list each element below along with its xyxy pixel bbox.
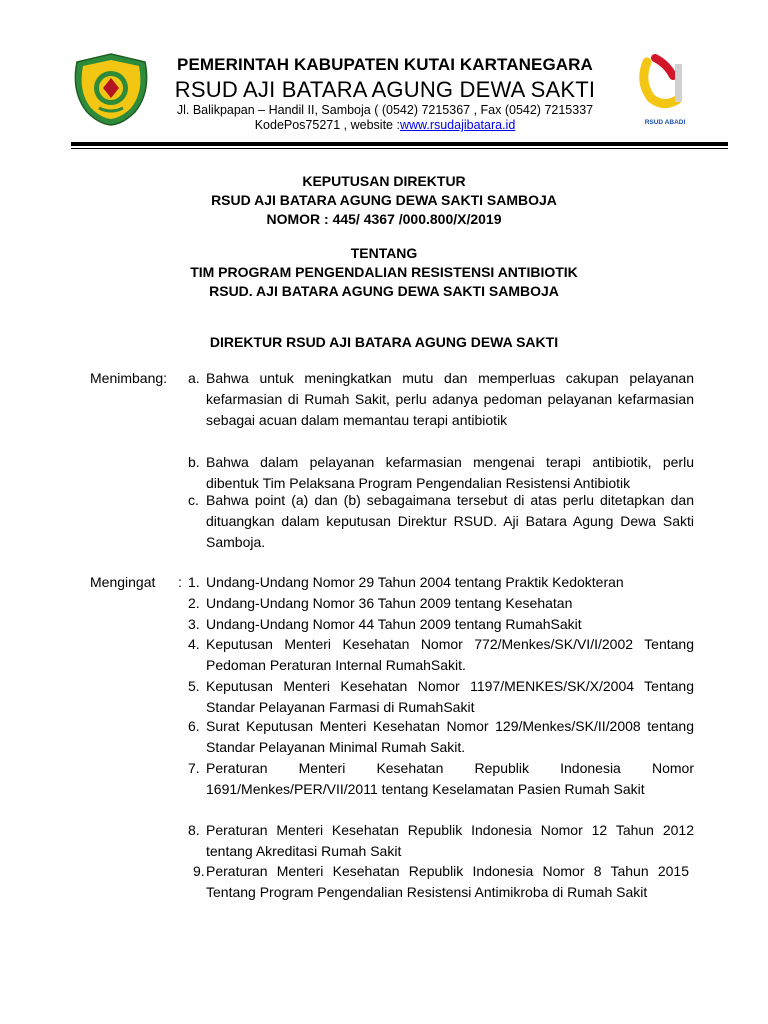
item-marker: 6. <box>188 718 200 734</box>
menimbang-item-a <box>188 368 694 431</box>
director-heading: DIREKTUR RSUD AJI BATARA AGUNG DEWA SAKTI <box>209 334 559 350</box>
government-name: PEMERINTAH KABUPATEN KUTAI KARTANEGARA <box>177 55 593 74</box>
item-text: Bahwa untuk meningkatkan mutu dan memperluas cakupan pelayanan kefarmasian di Rumah Sakit, perlu adanya pedoman pelayanan kefarmasian sebagai acuan dalam memantau terapi antibiotik <box>206 370 694 428</box>
menimbang-label: Menimbang: <box>90 370 168 386</box>
hospital-address: Jl. Balikpapan – Handil II, Samboja ( (0542) 7215367 , Fax (0542) 7215337 <box>176 103 594 117</box>
postcode-label: KodePos75271 , website : <box>254 118 400 132</box>
mengingat-item-8 <box>188 820 694 862</box>
rsud-logo-mark-icon <box>637 54 693 112</box>
letterhead-rule-thin <box>71 148 728 149</box>
kutai-kartanegara-emblem <box>69 52 153 126</box>
item-marker: 4. <box>188 636 200 652</box>
item-text: Keputusan Menteri Kesehatan Nomor 1197/MENKES/SK/X/2004 Tentang Standar Pelayanan Farmasi di RumahSakit <box>206 678 694 715</box>
mengingat-item-1 <box>188 572 694 593</box>
item-text: Undang-Undang Nomor 44 Tahun 2009 tentang RumahSakit <box>206 616 582 632</box>
mengingat-item-4 <box>188 634 694 676</box>
subject-label: TENTANG <box>350 245 418 261</box>
item-marker: b. <box>188 454 200 470</box>
item-text: Peraturan Menteri Kesehatan Republik Indonesia Nomor 1691/Menkes/PER/VII/2011 tentang Keselamatan Pasien Rumah Sakit <box>206 760 694 797</box>
subject-line-1: TIM PROGRAM PENGENDALIAN RESISTENSI ANTIBIOTIK <box>190 264 578 280</box>
item-text: Bahwa point (a) dan (b) sebagaimana tersebut di atas perlu ditetapkan dan dituangkan dalam keputusan Direktur RSUD. Aji Batara Agung Dewa Sakti Samboja. <box>206 492 694 550</box>
item-marker: 9. <box>193 863 205 879</box>
item-text: Undang-Undang Nomor 29 Tahun 2004 tentang Praktik Kedokteran <box>206 574 624 590</box>
item-marker: c. <box>188 492 199 508</box>
rsud-logo <box>637 54 693 126</box>
item-marker: 5. <box>188 678 200 694</box>
mengingat-item-3 <box>188 614 694 635</box>
decree-title: KEPUTUSAN DIREKTUR <box>302 173 466 189</box>
decree-number: NOMOR : 445/ 4367 /000.800/X/2019 <box>266 211 502 227</box>
item-text: Peraturan Menteri Kesehatan Republik Indonesia Nomor 12 Tahun 2012 tentang Akreditasi Rumah Sakit <box>206 822 694 859</box>
item-text: Peraturan Menteri Kesehatan Republik Indonesia Nomor 8 Tahun 2015 Tentang Program Pengendalian Resistensi Antimikroba di Rumah Sakit <box>206 863 689 900</box>
item-marker: a. <box>188 370 200 386</box>
mengingat-item-6 <box>188 716 694 758</box>
subject-line-2: RSUD. AJI BATARA AGUNG DEWA SAKTI SAMBOJA <box>209 283 559 299</box>
mengingat-label: Mengingat <box>90 574 156 590</box>
website-link[interactable]: www.rsudajibatara.id <box>399 118 516 132</box>
mengingat-item-7 <box>188 758 694 800</box>
item-text: Surat Keputusan Menteri Kesehatan Nomor 129/Menkes/SK/II/2008 tentang Standar Pelayanan Minimal Rumah Sakit. <box>206 718 694 755</box>
mengingat-item-9 <box>193 861 689 903</box>
hospital-name: RSUD AJI BATARA AGUNG DEWA SAKTI <box>174 77 596 102</box>
mengingat-item-5 <box>188 676 694 718</box>
decree-issuer: RSUD AJI BATARA AGUNG DEWA SAKTI SAMBOJA <box>211 192 557 208</box>
item-marker: 3. <box>188 616 200 632</box>
item-text: Undang-Undang Nomor 36 Tahun 2009 tentang Kesehatan <box>206 595 573 611</box>
mengingat-colon: : <box>178 574 182 590</box>
menimbang-item-c <box>188 490 694 553</box>
item-text: Bahwa dalam pelayanan kefarmasian mengenai terapi antibiotik, perlu dibentuk Tim Pelaksana Program Pengendalian Resistensi Antibiotik <box>206 454 694 491</box>
item-text: Keputusan Menteri Kesehatan Nomor 772/Menkes/SK/VI/I/2002 Tentang Pedoman Peraturan Internal RumahSakit. <box>206 636 694 673</box>
mengingat-item-2 <box>188 593 694 614</box>
item-marker: 2. <box>188 595 200 611</box>
rsud-logo-text: RSUD ABADI <box>644 119 686 126</box>
item-marker: 7. <box>188 760 200 776</box>
letterhead-rule <box>71 142 728 146</box>
item-marker: 8. <box>188 822 200 838</box>
menimbang-item-b <box>188 452 694 494</box>
item-marker: 1. <box>188 574 200 590</box>
postcode-website-line <box>150 118 620 132</box>
